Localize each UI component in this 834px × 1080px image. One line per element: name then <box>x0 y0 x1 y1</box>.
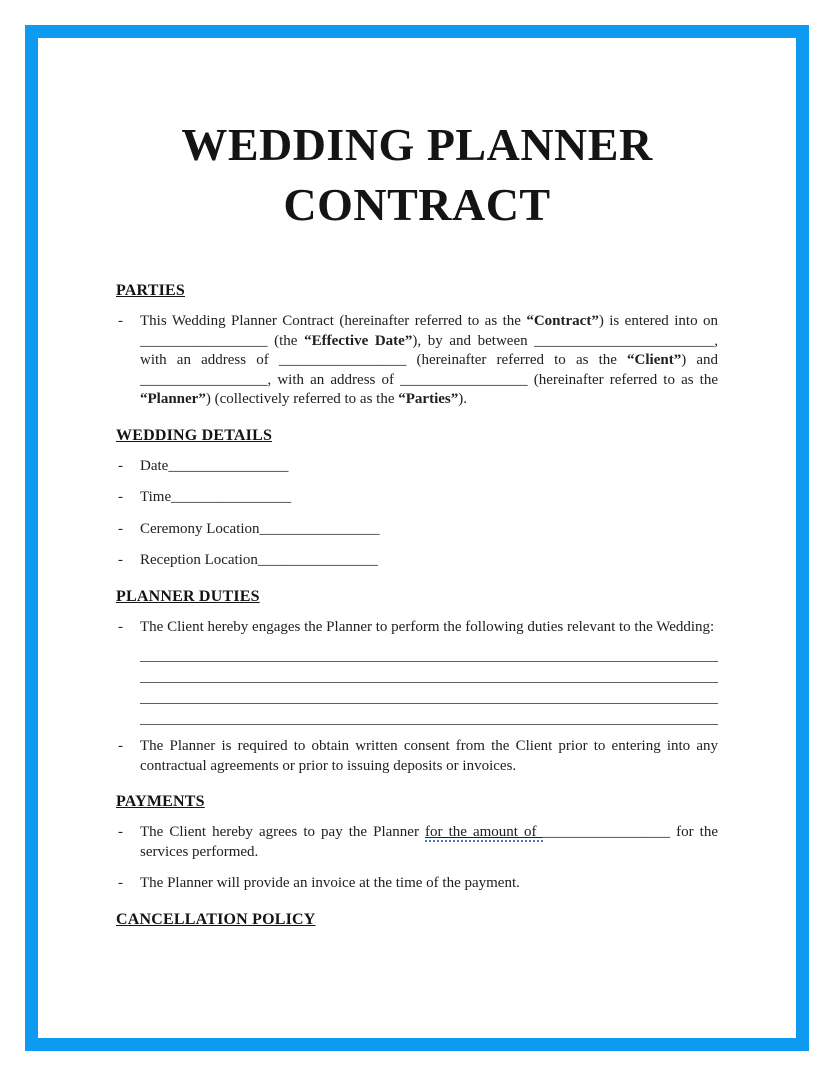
blank-field: _________________ <box>542 824 671 840</box>
section-planner-duties <box>116 587 718 777</box>
write-in-line <box>140 662 718 683</box>
text-segment: ) is entered into on <box>598 313 718 329</box>
document-title <box>116 115 718 235</box>
section-wedding-details <box>116 426 718 571</box>
bullet-text <box>140 738 718 774</box>
bullet-text <box>140 313 718 407</box>
blank-field: _________________ <box>140 371 268 388</box>
section-payments <box>116 792 718 894</box>
bullet-item <box>116 312 718 410</box>
text-segment: (hereinafter referred to as the <box>406 352 628 368</box>
text-segment: , with an address of <box>267 371 401 388</box>
text-segment: The Planner will provide an invoice at the time of the payment. <box>140 875 520 891</box>
bullet-dash: - <box>118 824 123 840</box>
bullet-item <box>116 737 718 776</box>
blank-field: ________________ <box>259 520 380 537</box>
text-segment: Reception Location <box>140 552 258 568</box>
bullet-dash: - <box>118 738 123 754</box>
blank-field: ________________ <box>171 489 292 505</box>
text-segment: The Planner is required to obtain written consent from the Client prior to entering into any contractual agreements or prior to issuing deposits or invoices. <box>140 738 718 774</box>
text-segment: “Effective Date” <box>304 332 413 349</box>
document-page <box>116 38 718 941</box>
bullet-dash: - <box>118 875 123 891</box>
text-segment: for the services performed. <box>140 824 718 860</box>
text-segment: Ceremony Location <box>140 520 260 537</box>
bullet-item <box>116 488 718 508</box>
write-in-line <box>140 704 718 725</box>
text-segment: This Wedding Planner Contract (hereinafter referred to as the <box>140 313 527 329</box>
blank-field: _________________ <box>278 352 407 368</box>
document-title-line2: CONTRACT <box>283 179 551 230</box>
bullet-item <box>116 520 718 540</box>
text-segment: , with an address of <box>140 332 718 368</box>
bullet-dash: - <box>118 552 123 568</box>
text-segment: “Contract” <box>526 313 599 329</box>
text-segment: “Parties” <box>398 391 459 407</box>
section-heading: PAYMENTS <box>116 793 205 810</box>
bullet-text <box>140 552 378 568</box>
bullet-item <box>116 618 718 638</box>
bullet-item <box>116 874 718 894</box>
bullet-dash: - <box>118 457 123 474</box>
section-heading: PARTIES <box>116 282 186 299</box>
blank-field: ________________ <box>168 457 289 474</box>
bullet-text <box>140 824 718 860</box>
text-segment: The Client hereby engages the Planner to perform the following duties relevant to the Wedding: <box>140 618 715 635</box>
section-parties <box>116 281 718 410</box>
bullet-item <box>116 551 718 571</box>
text-segment: “Client” <box>627 352 682 368</box>
text-segment: Date <box>140 457 169 474</box>
text-segment: “Planner” <box>140 391 206 407</box>
text-segment: for the amount of <box>425 824 543 840</box>
blank-field: ________________________ <box>534 332 715 349</box>
text-segment: ) and <box>681 352 719 368</box>
text-segment: ), by and between <box>412 332 535 349</box>
bullet-text <box>140 489 291 505</box>
section-heading: CANCELLATION POLICY <box>116 910 316 928</box>
text-segment: (the <box>267 332 305 349</box>
write-in-line <box>140 649 718 662</box>
text-segment: Time <box>140 489 172 505</box>
bullet-item <box>116 457 718 477</box>
blank-field: _________________ <box>400 371 528 388</box>
text-segment: The Client hereby agrees to pay the Planner <box>140 824 426 840</box>
text-segment: ). <box>458 391 467 407</box>
bullet-text <box>140 521 380 537</box>
bullet-text <box>140 875 520 891</box>
bullet-dash: - <box>118 489 123 505</box>
document-sections <box>116 281 718 930</box>
document-title-line1: WEDDING PLANNER <box>181 119 653 170</box>
bullet-dash: - <box>118 618 123 635</box>
bullet-text <box>140 619 714 635</box>
text-segment: (hereinafter referred to as the <box>527 371 719 388</box>
bullet-dash: - <box>118 313 123 329</box>
bullet-item <box>116 823 718 862</box>
blank-field: _________________ <box>140 332 268 349</box>
section-cancellation-policy <box>116 910 718 930</box>
blank-field: ________________ <box>257 552 378 568</box>
text-segment: ) (collectively referred to as the <box>205 391 399 407</box>
write-in-line <box>140 683 718 704</box>
bullet-text <box>140 458 288 474</box>
section-heading: PLANNER DUTIES <box>116 587 260 605</box>
section-heading: WEDDING DETAILS <box>116 426 273 444</box>
bullet-dash: - <box>118 520 123 537</box>
write-in-lines <box>116 649 718 725</box>
